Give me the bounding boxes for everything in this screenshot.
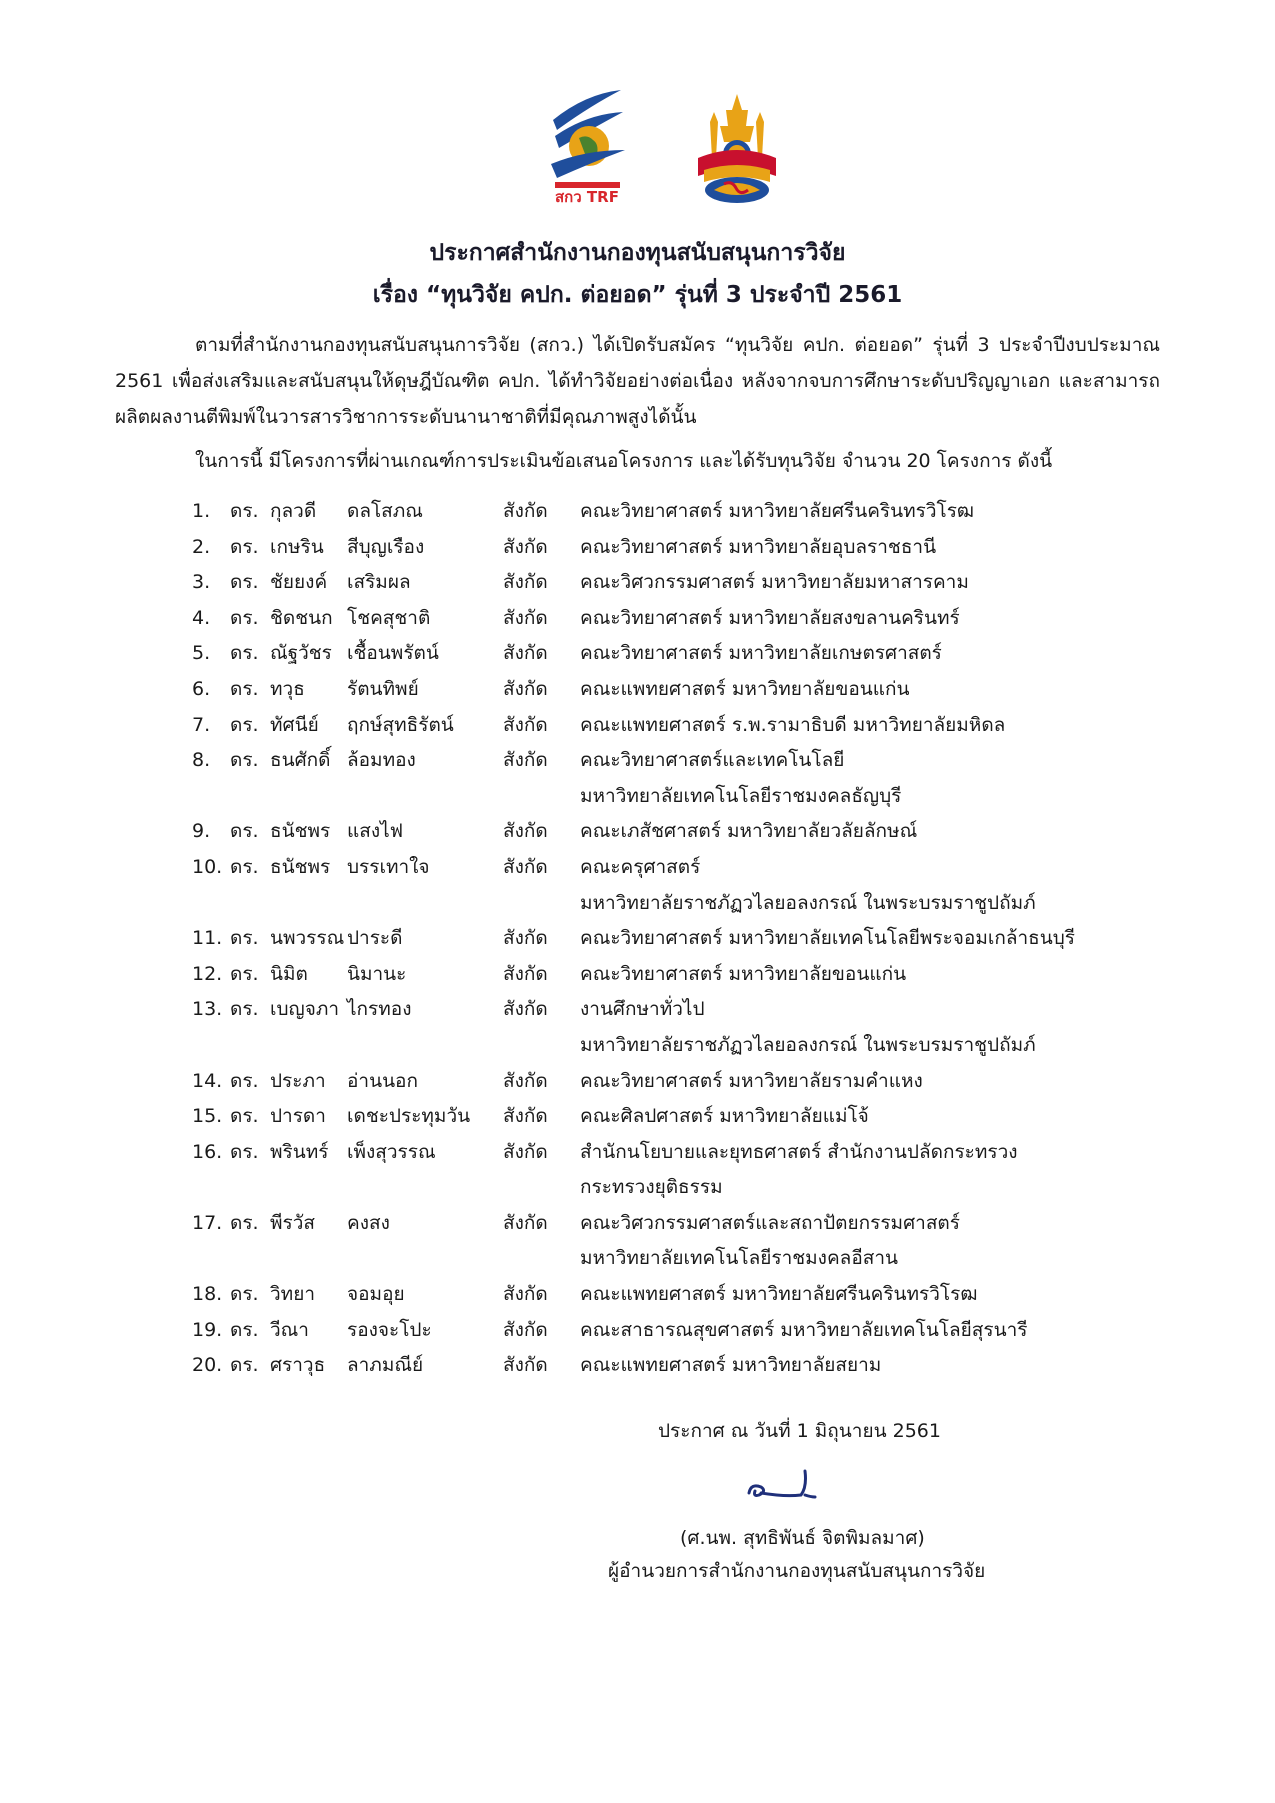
recipient-number: 4. — [192, 606, 211, 629]
recipient-organization: คณะแพทยศาสตร์ มหาวิทยาลัยขอนแก่น — [580, 677, 910, 700]
affiliation-label: สังกัด — [503, 1354, 548, 1377]
recipient-row — [0, 992, 1275, 1063]
announcement-date: ประกาศ ณ วันที่ 1 มิถุนายน 2561 — [658, 1420, 941, 1442]
recipient-row — [0, 1206, 1275, 1277]
recipient-list — [0, 494, 1275, 1384]
recipient-last-name: บรรเทาใจ — [347, 855, 430, 878]
recipient-title: ดร. — [230, 1211, 259, 1234]
recipient-organization-line2: มหาวิทยาลัยราชภัฏวไลยอลงกรณ์ ในพระบรมราชูปถัมภ์ — [580, 1033, 1036, 1056]
recipient-first-name: พรินทร์ — [270, 1140, 329, 1163]
recipient-first-name: ณัฐวัชร — [270, 642, 332, 665]
recipient-first-name: กุลวดี — [270, 500, 317, 522]
affiliation-label: สังกัด — [503, 855, 548, 878]
signatory-position: ผู้อำนวยการสำนักงานกองทุนสนับสนุนการวิจัย — [608, 1560, 986, 1582]
recipient-number: 13. — [192, 998, 223, 1021]
recipient-organization: คณะวิทยาศาสตร์ มหาวิทยาลัยรามคำแหง — [580, 1069, 923, 1092]
recipient-number: 19. — [192, 1318, 223, 1341]
recipient-title: ดร. — [230, 998, 259, 1021]
recipient-number: 14. — [192, 1069, 223, 1092]
trf-logo-text: สกว TRF — [555, 188, 619, 206]
recipient-organization: คณะสาธารณสุขศาสตร์ มหาวิทยาลัยเทคโนโลยีสุรนารี — [580, 1318, 1028, 1341]
recipient-row — [0, 850, 1275, 921]
recipient-organization: คณะแพทยศาสตร์ มหาวิทยาลัยสยาม — [580, 1354, 882, 1377]
royal-emblem — [690, 92, 784, 207]
affiliation-label: สังกัด — [503, 962, 548, 985]
recipient-row — [0, 743, 1275, 814]
recipient-last-name: จอมอุย — [347, 1283, 405, 1306]
recipient-number: 12. — [192, 962, 223, 985]
signatory-name: (ศ.นพ. สุทธิพันธ์ จิตพิมลมาศ) — [680, 1527, 925, 1549]
recipient-last-name: ไกรทอง — [347, 998, 412, 1021]
recipient-last-name: นิมานะ — [347, 962, 407, 985]
recipient-title: ดร. — [230, 855, 259, 878]
recipient-number: 2. — [192, 535, 211, 558]
recipient-number: 10. — [192, 855, 223, 878]
affiliation-label: สังกัด — [503, 500, 548, 522]
affiliation-label: สังกัด — [503, 713, 548, 736]
recipient-number: 8. — [192, 749, 211, 772]
recipient-number: 9. — [192, 820, 211, 843]
recipient-title: ดร. — [230, 749, 259, 772]
recipient-first-name: นิมิต — [270, 962, 308, 985]
affiliation-label: สังกัด — [503, 571, 548, 594]
recipient-first-name: ชิดชนก — [270, 606, 333, 629]
recipient-title: ดร. — [230, 677, 259, 700]
recipient-last-name: ล้อมทอง — [347, 749, 416, 772]
recipient-title: ดร. — [230, 927, 259, 950]
recipient-row — [0, 1099, 1275, 1135]
recipient-title: ดร. — [230, 1069, 259, 1092]
recipient-first-name: ธนัชพร — [270, 855, 331, 878]
affiliation-label: สังกัด — [503, 927, 548, 950]
affiliation-label: สังกัด — [503, 1318, 548, 1341]
recipient-first-name: วิทยา — [270, 1283, 315, 1306]
recipient-row — [0, 636, 1275, 672]
recipient-first-name: ชัยยงค์ — [270, 571, 328, 594]
recipient-title: ดร. — [230, 1283, 259, 1306]
recipient-last-name: โชคสุชาติ — [347, 606, 431, 629]
recipient-row — [0, 1313, 1275, 1349]
recipient-organization: สำนักนโยบายและยุทธศาสตร์ สำนักงานปลัดกระทรวง — [580, 1140, 1018, 1163]
lead-paragraph: ในการนี้ มีโครงการที่ผ่านเกณฑ์การประเมินข้อเสนอโครงการ และได้รับทุนวิจัย จำนวน 20 โครงการ ดังนี้ — [195, 450, 1053, 472]
recipient-number: 16. — [192, 1140, 223, 1163]
recipient-title: ดร. — [230, 820, 259, 843]
recipient-organization: คณะวิทยาศาสตร์ มหาวิทยาลัยขอนแก่น — [580, 962, 907, 985]
recipient-title: ดร. — [230, 642, 259, 665]
recipient-organization-line2: มหาวิทยาลัยเทคโนโลยีราชมงคลธัญบุรี — [580, 784, 902, 807]
recipient-last-name: แสงไฟ — [347, 820, 404, 843]
recipient-first-name: ประภา — [270, 1069, 326, 1092]
recipient-number: 3. — [192, 571, 211, 594]
recipient-first-name: วีณา — [270, 1318, 309, 1341]
affiliation-label: สังกัด — [503, 642, 548, 665]
recipient-title: ดร. — [230, 1105, 259, 1128]
recipient-title: ดร. — [230, 571, 259, 594]
recipient-row — [0, 494, 1275, 530]
recipient-row — [0, 1064, 1275, 1100]
recipient-last-name: รัตนทิพย์ — [347, 677, 419, 700]
handwritten-signature — [745, 1465, 825, 1505]
recipient-last-name: เดชะประทุมวัน — [347, 1105, 471, 1128]
affiliation-label: สังกัด — [503, 1211, 548, 1234]
recipient-first-name: พีรวัส — [270, 1211, 315, 1234]
affiliation-label: สังกัด — [503, 606, 548, 629]
announcement-subject: เรื่อง “ทุนวิจัย คปก. ต่อยอด” รุ่นที่ 3 ประจำปี 2561 — [372, 282, 903, 308]
recipient-number: 6. — [192, 677, 211, 700]
recipient-last-name: สีบุญเรือง — [347, 535, 425, 558]
recipient-first-name: ปารดา — [270, 1105, 326, 1128]
affiliation-label: สังกัด — [503, 1283, 548, 1306]
recipient-last-name: เชื้อนพรัตน์ — [347, 642, 439, 665]
recipient-organization: คณะครุศาสตร์ — [580, 855, 701, 878]
recipient-organization: คณะแพทยศาสตร์ มหาวิทยาลัยศรีนครินทรวิโรฒ — [580, 1283, 978, 1306]
recipient-last-name: ดลโสภณ — [347, 500, 423, 522]
recipient-title: ดร. — [230, 962, 259, 985]
affiliation-label: สังกัด — [503, 1069, 548, 1092]
recipient-row — [0, 601, 1275, 637]
recipient-first-name: ทัศนีย์ — [270, 713, 319, 736]
recipient-organization: คณะเภสัชศาสตร์ มหาวิทยาลัยวลัยลักษณ์ — [580, 820, 918, 843]
recipient-title: ดร. — [230, 1318, 259, 1341]
recipient-row — [0, 814, 1275, 850]
recipient-first-name: ศราวุธ — [270, 1354, 326, 1377]
recipient-organization: งานศึกษาทั่วไป — [580, 998, 705, 1021]
affiliation-label: สังกัด — [503, 749, 548, 772]
recipient-organization: คณะวิทยาศาสตร์ มหาวิทยาลัยอุบลราชธานี — [580, 535, 937, 558]
recipient-number: 7. — [192, 713, 211, 736]
recipient-organization: คณะแพทยศาสตร์ ร.พ.รามาธิบดี มหาวิทยาลัยมหิดล — [580, 713, 1006, 736]
recipient-number: 11. — [192, 927, 223, 950]
intro-paragraph: ตามที่สำนักงานกองทุนสนับสนุนการวิจัย (สกว.) ได้เปิดรับสมัคร “ทุนวิจัย คปก. ต่อยอด” รุ่นที่ 3 ประจำปีงบประมาณ 2561 เพื่อส่งเสริมและสนับสนุนให้ดุษฎีบัณฑิต คปก. ได้ทำวิจัยอย่างต่อเนื่อง หลังจากจบการศึกษาระดับปริญญาเอก และสามารถผลิตผลงานตีพิมพ์ในวารสารวิชาการระดับนานาชาติที่มีคุณภาพสูงได้นั้น — [115, 334, 1160, 428]
recipient-first-name: เกษริน — [270, 535, 324, 558]
recipient-last-name: คงสง — [347, 1211, 390, 1234]
recipient-row — [0, 1348, 1275, 1384]
recipient-first-name: นพวรรณ — [270, 927, 345, 950]
recipient-organization: คณะวิทยาศาสตร์ มหาวิทยาลัยเกษตรศาสตร์ — [580, 642, 942, 665]
recipient-first-name: ธนัชพร — [270, 820, 331, 843]
trf-logo — [545, 84, 630, 210]
recipient-title: ดร. — [230, 1140, 259, 1163]
recipient-organization: คณะวิศวกรรมศาสตร์และสถาปัตยกรรมศาสตร์ — [580, 1211, 960, 1234]
recipient-first-name: ธนศักดิ์ — [270, 749, 331, 772]
affiliation-label: สังกัด — [503, 1105, 548, 1128]
recipient-last-name: รองจะโปะ — [347, 1318, 432, 1341]
recipient-number: 20. — [192, 1354, 223, 1377]
recipient-organization: คณะวิทยาศาสตร์ มหาวิทยาลัยสงขลานครินทร์ — [580, 606, 960, 629]
recipient-organization: คณะวิทยาศาสตร์ มหาวิทยาลัยเทคโนโลยีพระจอมเกล้าธนบุรี — [580, 927, 1076, 950]
affiliation-label: สังกัด — [503, 677, 548, 700]
recipient-organization-line2: มหาวิทยาลัยเทคโนโลยีราชมงคลอีสาน — [580, 1247, 898, 1270]
recipient-number: 17. — [192, 1211, 223, 1234]
affiliation-label: สังกัด — [503, 1140, 548, 1163]
affiliation-label: สังกัด — [503, 535, 548, 558]
recipient-first-name: ทวุธ — [270, 677, 305, 700]
recipient-row — [0, 672, 1275, 708]
recipient-organization: คณะวิศวกรรมศาสตร์ มหาวิทยาลัยมหาสารคาม — [580, 571, 969, 594]
recipient-title: ดร. — [230, 500, 259, 522]
recipient-row — [0, 565, 1275, 601]
recipient-number: 1. — [192, 500, 211, 522]
recipient-organization-line2: กระทรวงยุติธรรม — [580, 1176, 723, 1199]
recipient-last-name: เพ็งสุวรรณ — [347, 1140, 436, 1163]
recipient-first-name: เบญจภา — [270, 998, 340, 1021]
affiliation-label: สังกัด — [503, 998, 548, 1021]
recipient-title: ดร. — [230, 535, 259, 558]
recipient-title: ดร. — [230, 1354, 259, 1377]
recipient-organization: คณะวิทยาศาสตร์และเทคโนโลยี — [580, 749, 845, 772]
recipient-title: ดร. — [230, 713, 259, 736]
affiliation-label: สังกัด — [503, 820, 548, 843]
recipient-last-name: ฤกษ์สุทธิรัตน์ — [347, 713, 454, 736]
recipient-organization: คณะวิทยาศาสตร์ มหาวิทยาลัยศรีนครินทรวิโรฒ — [580, 500, 975, 522]
recipient-row — [0, 1135, 1275, 1206]
recipient-last-name: ปาระดี — [347, 927, 403, 950]
recipient-row — [0, 957, 1275, 993]
recipient-number: 18. — [192, 1283, 223, 1306]
recipient-last-name: ลาภมณีย์ — [347, 1354, 424, 1377]
recipient-row — [0, 708, 1275, 744]
logo-area — [0, 84, 1275, 214]
recipient-number: 15. — [192, 1105, 223, 1128]
recipient-title: ดร. — [230, 606, 259, 629]
announcement-title: ประกาศสำนักงานกองทุนสนับสนุนการวิจัย — [429, 240, 846, 266]
recipient-row — [0, 1277, 1275, 1313]
recipient-last-name: อ่านนอก — [347, 1069, 418, 1092]
recipient-organization: คณะศิลปศาสตร์ มหาวิทยาลัยแม่โจ้ — [580, 1105, 869, 1128]
recipient-last-name: เสริมผล — [347, 571, 411, 594]
recipient-row — [0, 530, 1275, 566]
recipient-row — [0, 921, 1275, 957]
recipient-organization-line2: มหาวิทยาลัยราชภัฏวไลยอลงกรณ์ ในพระบรมราชูปถัมภ์ — [580, 891, 1036, 914]
recipient-number: 5. — [192, 642, 211, 665]
